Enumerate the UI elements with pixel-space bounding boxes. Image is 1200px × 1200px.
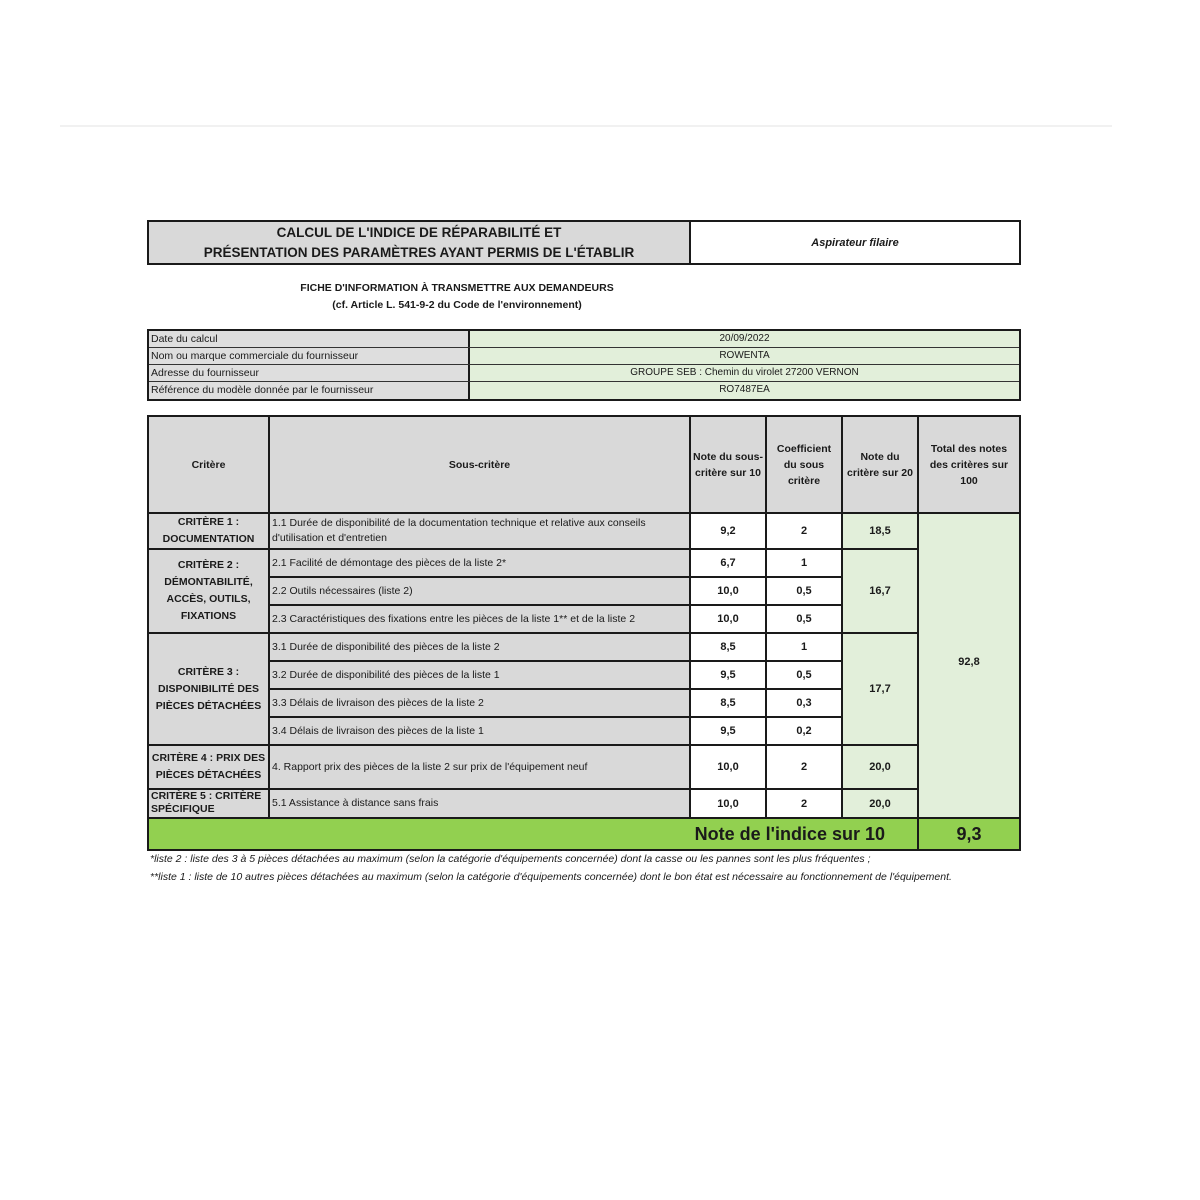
note-4: 10,0: [691, 746, 765, 788]
coef-3-3: 0,3: [767, 690, 841, 716]
coef-3-2: 0,5: [767, 662, 841, 688]
footnote-liste-2: *liste 2 : liste des 3 à 5 pièces détachées au maximum (selon la catégorie d'équipements concernée) dont la casse ou les pannes sont les plus fréquentes ;: [150, 853, 871, 865]
grid-line: [149, 632, 917, 634]
coef-3-1: 1: [767, 634, 841, 660]
grid-line: [270, 604, 841, 606]
grid-line: [268, 417, 270, 819]
info-value: RO7487EA: [470, 382, 1019, 399]
critere-1-label: CRITÈRE 1 : DOCUMENTATION: [149, 514, 268, 548]
sous-critere-2-2: 2.2 Outils nécessaires (liste 2): [270, 578, 689, 604]
header-title-line1: CALCUL DE L'INDICE DE RÉPARABILITÉ ET: [276, 224, 562, 240]
sous-critere-2-1: 2.1 Facilité de démontage des pièces de la liste 2*: [270, 550, 689, 576]
critere-2-label: CRITÈRE 2 : DÉMONTABILITÉ, ACCÈS, OUTILS, FIXATIONS: [149, 550, 268, 632]
note-5-1: 10,0: [691, 790, 765, 817]
info-value: ROWENTA: [470, 348, 1019, 364]
note-2-3: 10,0: [691, 606, 765, 632]
coef-2-1: 1: [767, 550, 841, 576]
note-3-2: 9,5: [691, 662, 765, 688]
coef-1-1: 2: [767, 514, 841, 548]
info-label: Date du calcul: [149, 331, 470, 347]
coef-4: 2: [767, 746, 841, 788]
product-type: Aspirateur filaire: [811, 236, 899, 249]
grid-line: [270, 716, 841, 718]
sous-critere-3-2: 3.2 Durée de disponibilité des pièces de la liste 1: [270, 662, 689, 688]
repairability-table: [147, 415, 1021, 851]
info-row: [149, 348, 1019, 365]
info-label: Adresse du fournisseur: [149, 365, 470, 381]
sous-critere-3-1: 3.1 Durée de disponibilité des pièces de la liste 2: [270, 634, 689, 660]
final-score-label: Note de l'indice sur 10: [149, 819, 917, 849]
grid-line: [149, 817, 1019, 819]
grid-line: [270, 660, 841, 662]
critere-4-note: 20,0: [843, 746, 917, 788]
critere-3-note: 17,7: [843, 634, 917, 744]
footnotes: [150, 850, 990, 886]
critere-5-label: CRITÈRE 5 : CRITÈRE SPÉCIFIQUE: [149, 790, 268, 817]
info-value: 20/09/2022: [470, 331, 1019, 347]
grid-line: [149, 548, 917, 550]
note-2-1: 6,7: [691, 550, 765, 576]
header-critere: Critère: [149, 417, 268, 512]
sous-critere-2-3: 2.3 Caractéristiques des fixations entre les pièces de la liste 1** et de la liste 2: [270, 606, 689, 632]
critere-2-note: 16,7: [843, 550, 917, 632]
footnote-liste-1: **liste 1 : liste de 10 autres pièces détachées au maximum (selon la catégorie d'équipements concernée) dont le bon état est nécessaire au fonctionnement de l'équipement.: [150, 871, 952, 883]
coef-3-4: 0,2: [767, 718, 841, 744]
grid-line: [149, 512, 1019, 514]
header-title-line2: PRÉSENTATION DES PARAMÈTRES AYANT PERMIS DE L'ÉTABLIR: [203, 244, 635, 260]
coef-2-3: 0,5: [767, 606, 841, 632]
top-rule: [60, 125, 1112, 127]
header-note-sous-critere: Note du sous-critère sur 10: [691, 417, 765, 512]
header-sous-critere: Sous-critère: [270, 417, 689, 512]
critere-5-note: 20,0: [843, 790, 917, 817]
coef-5-1: 2: [767, 790, 841, 817]
subtitle: [147, 280, 767, 314]
grid-line: [270, 576, 841, 578]
supplier-info-table: [147, 329, 1021, 401]
note-3-1: 8,5: [691, 634, 765, 660]
critere-3-label: CRITÈRE 3 : DISPONIBILITÉ DES PIÈCES DÉTACHÉES: [149, 634, 268, 744]
grid-line: [917, 417, 919, 849]
grid-line: [765, 417, 767, 819]
info-row: [149, 382, 1019, 399]
info-row: [149, 331, 1019, 348]
final-score-value: 9,3: [919, 819, 1019, 849]
grid-line: [149, 744, 917, 746]
sous-critere-1-1: 1.1 Durée de disponibilité de la documentation technique et relative aux conseils d'utilisation et d'entretien: [270, 514, 689, 548]
sous-critere-3-3: 3.3 Délais de livraison des pièces de la liste 2: [270, 690, 689, 716]
grid-line: [841, 417, 843, 819]
header-title: [149, 222, 691, 263]
sous-critere-4: 4. Rapport prix des pièces de la liste 2 sur prix de l'équipement neuf: [270, 746, 689, 788]
info-label: Référence du modèle donnée par le fournisseur: [149, 382, 470, 399]
header-coefficient: Coefficient du sous critère: [767, 417, 841, 512]
critere-1-note: 18,5: [843, 514, 917, 548]
sous-critere-5-1: 5.1 Assistance à distance sans frais: [270, 790, 689, 817]
note-1-1: 9,2: [691, 514, 765, 548]
info-row: [149, 365, 1019, 382]
total-score: 92,8: [919, 514, 1019, 817]
coef-2-2: 0,5: [767, 578, 841, 604]
info-value: GROUPE SEB : Chemin du virolet 27200 VERNON: [470, 365, 1019, 381]
critere-4-label: CRITÈRE 4 : PRIX DES PIÈCES DÉTACHÉES: [149, 746, 268, 788]
note-3-3: 8,5: [691, 690, 765, 716]
document-header: [147, 220, 1021, 265]
subtitle-line2: (cf. Article L. 541-9-2 du Code de l'environnement): [332, 299, 582, 311]
info-label: Nom ou marque commerciale du fournisseur: [149, 348, 470, 364]
note-2-2: 10,0: [691, 578, 765, 604]
grid-line: [689, 417, 691, 819]
grid-line: [149, 788, 917, 790]
note-3-4: 9,5: [691, 718, 765, 744]
header-note-critere: Note du critère sur 20: [843, 417, 917, 512]
grid-line: [270, 688, 841, 690]
sous-critere-3-4: 3.4 Délais de livraison des pièces de la liste 1: [270, 718, 689, 744]
subtitle-line1: FICHE D'INFORMATION À TRANSMETTRE AUX DEMANDEURS: [300, 282, 614, 294]
header-total: Total des notes des critères sur 100: [919, 417, 1019, 512]
